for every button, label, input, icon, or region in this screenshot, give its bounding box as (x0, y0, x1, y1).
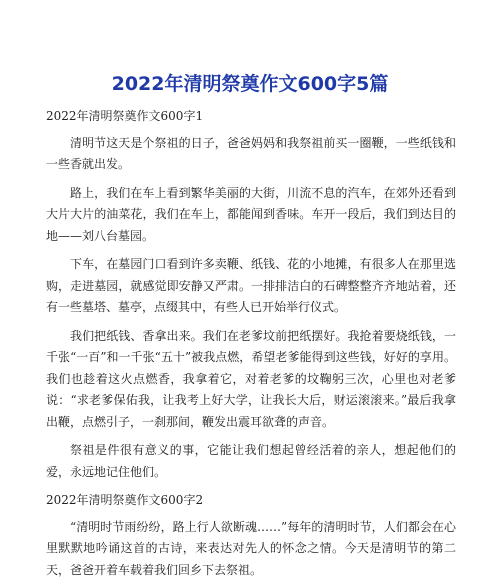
paragraph-3: 下车，在墓园门口看到许多卖鞭、纸钱、花的小地摊，有很多人在那里选购，走进墓园，就感觉即安静又严肃。一排排洁白的石碑整整齐齐地站着，还有一些墓塔、墓亭，点缀其中，有些人已开始举行仪式。 (46, 257, 456, 314)
paragraph-4: 我们把纸钱、香拿出来。我们在老爹坟前把纸摆好。我抢着要烧纸钱，一千张“一百”和一千张“五十”被我点燃，希望老爹能得到这些钱，好好的享用。我们也趁着这火点燃香，我拿着它，对着老爹的坟鞠躬三次，心里也对老爹说：“求老爹保佑我，让我考上好大学，让我长大后，财运滚滚来。”最后我拿出鞭，点燃引子，一刹那间，鞭发出震耳欲聋的声音。 (46, 328, 456, 429)
paragraph-2: 路上，我们在车上看到繁华美丽的大街，川流不息的汽车，在郊外还看到大片大片的油菜花，我们在车上，都能闻到香味。车开一段后，我们到达目的地——刘八台墓园。 (46, 185, 456, 243)
document-title: 2022年清明祭奠作文600字5篇 (111, 73, 389, 95)
section-heading-2: 2022年清明祭奠作文600字2 (46, 493, 204, 507)
paragraph-1: 清明节这天是个祭祖的日子，爸爸妈妈和我祭祖前买一圈鞭，一些纸钱和一些香就出发。 (46, 135, 456, 171)
section-heading-1: 2022年清明祭奠作文600字1 (46, 109, 204, 123)
document-body (46, 106, 456, 588)
paragraph-5: 祭祖是件很有意义的事，它能让我们想起曾经活着的亲人，想起他们的爱，永远地记住他们。 (46, 443, 456, 479)
paragraph-6: “清明时节雨纷纷，路上行人欲断魂……”每年的清明时节，人们都会在心里默默地吟诵这首的古诗，来表达对先人的怀念之情。今天是清明节的第二天，爸爸开着车载着我们回乡下去祭祖。 (46, 519, 456, 577)
